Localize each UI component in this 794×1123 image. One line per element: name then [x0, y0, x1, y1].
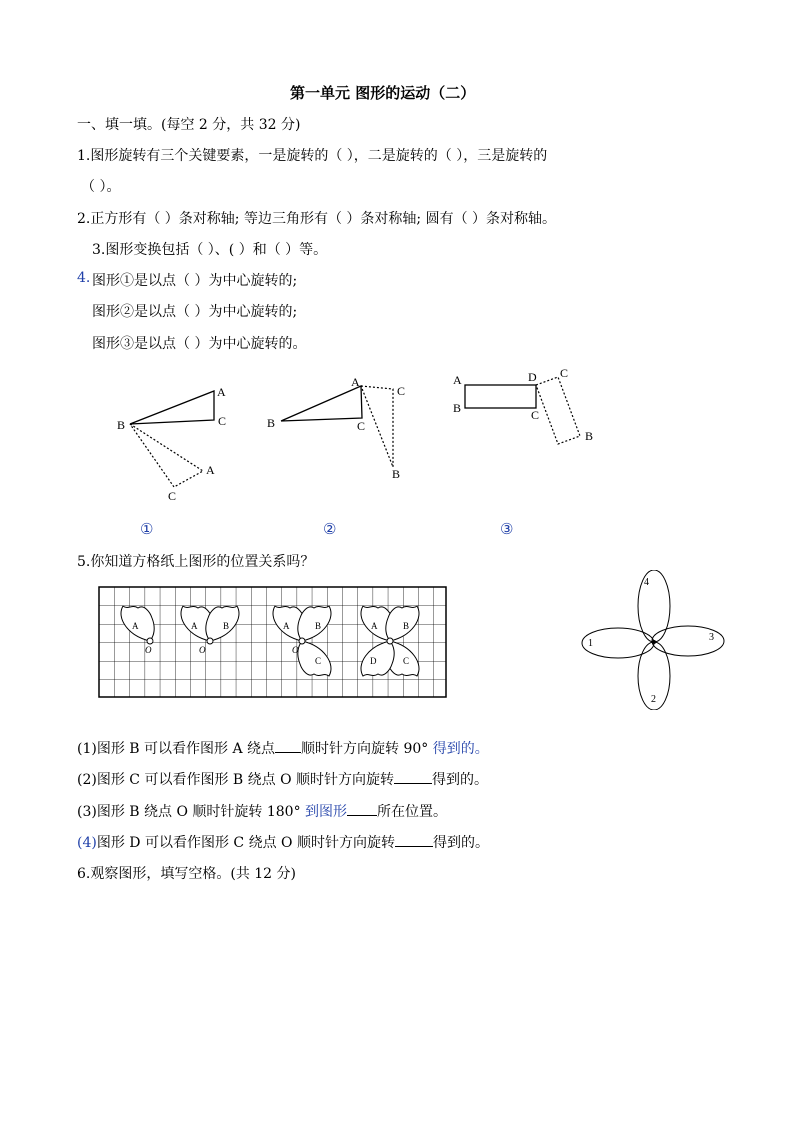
- g2-label-o: O: [199, 645, 206, 655]
- sub-question-1: [77, 738, 489, 758]
- figure-1-label: ①: [140, 522, 154, 538]
- g2-label-a: A: [191, 621, 198, 631]
- g4-label-b: B: [403, 621, 410, 631]
- fig3-point-a: A: [453, 373, 462, 387]
- section1-heading: 一、填一填。(每空 2 分，共 32 分): [77, 117, 301, 133]
- sub1-text-b: 顺时针方向旋转 90°: [301, 741, 429, 757]
- question-6: 6.观察图形，填写空格。(共 12 分): [77, 866, 296, 882]
- question-4-line3: 图形③是以点（ ）为中心旋转的。: [92, 336, 307, 352]
- fig3-point-d: D: [528, 370, 537, 384]
- g1-label-o: O: [145, 645, 152, 655]
- figure-2-label: ②: [323, 522, 337, 538]
- flower-num-1: 1: [588, 638, 593, 649]
- fig3-point-c2: C: [560, 366, 569, 380]
- fig3-point-b2: B: [585, 429, 594, 443]
- sub2-text-a: (2)图形 C 可以看作图形 B 绕点 O 顺时针方向旋转: [77, 772, 395, 788]
- question-1-line2: （ ）。: [81, 179, 121, 195]
- fig3-point-b: B: [453, 401, 462, 415]
- g1-label-a: A: [132, 621, 139, 631]
- fig2-point-b: B: [267, 416, 276, 430]
- sub4-blank[interactable]: [395, 834, 433, 847]
- figure-1: [130, 391, 214, 487]
- fig1-point-c: C: [218, 414, 227, 428]
- sub4-number: (4): [77, 835, 97, 851]
- question-3: 3.图形变换包括（ ）、( ）和（ ）等。: [92, 242, 328, 258]
- g2-label-b: B: [223, 621, 230, 631]
- g3-label-b: B: [315, 621, 322, 631]
- sub3-text-c: 所在位置。: [377, 804, 448, 820]
- g3-label-c: C: [315, 656, 322, 666]
- fig1-point-a: A: [217, 385, 226, 399]
- fig2-point-b2: B: [392, 467, 401, 481]
- ellipse-flower: [578, 570, 728, 710]
- g4-label-a: A: [371, 621, 378, 631]
- sub1-text-a: (1)图形 B 可以看作图形 A 绕点: [77, 741, 276, 757]
- sub3-text-b: 到图形: [305, 804, 348, 820]
- figure-3-label: ③: [500, 522, 514, 538]
- sub3-blank[interactable]: [347, 803, 377, 816]
- g4-label-d: D: [370, 656, 377, 666]
- sub4-text-a: 图形 D 可以看作图形 C 绕点 O 顺时针方向旋转: [96, 835, 395, 851]
- question-5: 5.你知道方格纸上图形的位置关系吗？: [77, 554, 315, 570]
- fig1-point-b: B: [117, 418, 126, 432]
- fig1-point-a2: A: [206, 463, 215, 477]
- sub1-blank[interactable]: [275, 740, 301, 753]
- grid-figure: [98, 586, 448, 700]
- fig2-point-c: C: [357, 419, 366, 433]
- sub-question-3: [77, 801, 447, 821]
- flower-num-3: 3: [709, 632, 714, 643]
- g3-label-o: O: [292, 645, 299, 655]
- question-4-line2: 图形②是以点（ ）为中心旋转的;: [92, 304, 298, 320]
- sub-question-2: [77, 769, 488, 789]
- sub2-blank[interactable]: [394, 771, 432, 784]
- fig2-point-c2: C: [397, 384, 406, 398]
- sub3-text-a: (3)图形 B 绕点 O 顺时针旋转 180°: [77, 804, 301, 820]
- rotation-figures: [0, 0, 794, 540]
- sub2-text-b: 得到的。: [432, 772, 489, 788]
- fig1-point-c2: C: [168, 489, 177, 503]
- g4-label-c: C: [403, 656, 410, 666]
- page-title: 第一单元 图形的运动（二）: [290, 84, 476, 102]
- fig3-point-c: C: [531, 408, 540, 422]
- figure-2: [281, 386, 393, 467]
- flower-num-2: 2: [651, 694, 656, 705]
- question-2: 2.正方形有（ ）条对称轴; 等边三角形有（ ）条对称轴; 圆有（ ）条对称轴。: [77, 211, 557, 227]
- flower-num-4: 4: [644, 577, 649, 588]
- sub4-text-b: 得到的。: [432, 835, 489, 851]
- question-4-number: 4.: [77, 270, 91, 286]
- fig2-point-a: A: [351, 375, 360, 389]
- sub-question-4: [77, 832, 489, 852]
- g3-label-a: A: [283, 621, 290, 631]
- figure-3: [465, 377, 580, 444]
- sub1-text-c: 得到的。: [432, 741, 489, 757]
- question-4-line1: 图形①是以点（ ）为中心旋转的;: [92, 273, 298, 289]
- question-1-line1: 1.图形旋转有三个关键要素，一是旋转的（ ），二是旋转的（ ），三是旋转的: [77, 148, 548, 164]
